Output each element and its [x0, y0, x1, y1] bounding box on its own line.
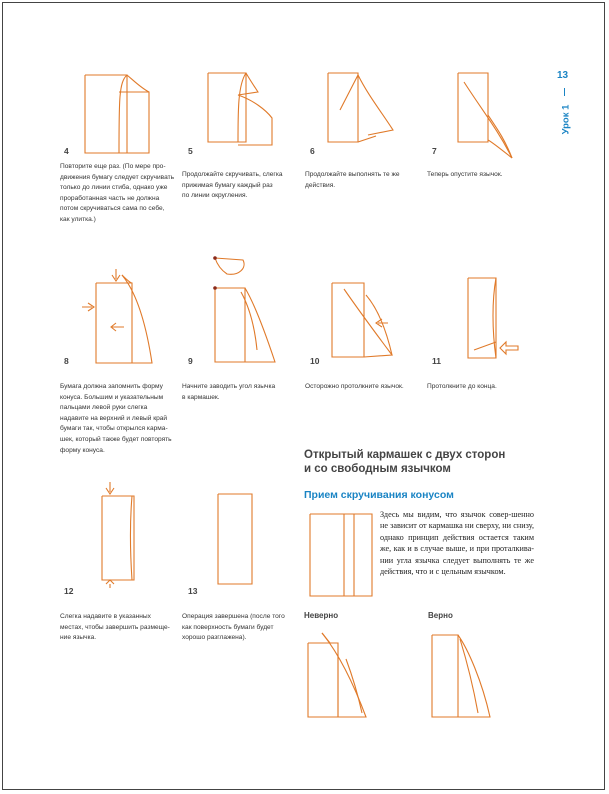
fold-illustration-step-7 — [440, 70, 530, 160]
fold-illustration-step-12 — [92, 480, 152, 590]
step-9-number: 9 — [188, 356, 193, 366]
section-title: Открытый кармашек с двух сторон и со свободным язычком — [304, 449, 506, 475]
wrong-label: Неверно — [304, 611, 339, 620]
step-4-caption: Повторите еще раз. (По мере про- движения бумагу следует скручивать только до линии стиба, однако уже проработанная часть не должна потом скручиваться сама по себе, как улитка.) — [60, 163, 175, 223]
fold-illustration-step-10 — [322, 275, 412, 365]
step-6-caption: Продолжайте выполнять те же действия. — [305, 171, 400, 189]
fold-illustration-step-9 — [205, 250, 295, 365]
correct-fold-illustration — [424, 625, 504, 725]
section-body-text: Здесь мы видим, что язычок совер-шенно не зависит от кармашка ни сверху, ни снизу, однако принцип действия остается таким же, как и в случае выше, и при проталкива-нии угла язычка следует выполнять те же действия, что и с цельным язычком. — [380, 510, 534, 577]
step-13-number: 13 — [188, 586, 198, 596]
fold-illustration-step-6 — [318, 70, 408, 160]
step-7-number: 7 — [432, 146, 437, 156]
wrong-fold-illustration — [300, 625, 380, 725]
step-11-caption: Протолкните до конца. — [427, 383, 497, 390]
lesson-label — [560, 94, 572, 154]
fold-illustration-step-8 — [78, 265, 168, 365]
fold-illustration-step-11 — [452, 270, 532, 365]
step-13-caption: Операция завершена (после того как поверхность бумаги будет хорошо разглажена). — [182, 613, 285, 642]
fold-illustration-step-4 — [75, 70, 165, 160]
step-5-number: 5 — [188, 146, 193, 156]
step-10-caption: Осторожно протолкните язычок. — [305, 383, 404, 390]
open-pocket-illustration — [304, 506, 376, 600]
step-7-caption: Теперь опустите язычок. — [427, 171, 503, 178]
step-6-number: 6 — [310, 146, 315, 156]
fold-illustration-step-5 — [198, 70, 288, 160]
right-label: Верно — [428, 611, 453, 620]
step-12-number: 12 — [64, 586, 74, 596]
step-12-caption: Слегка надавите в указанных местах, чтобы завершить размеще- ние язычка. — [60, 613, 170, 642]
step-8-caption: Бумага должна запомнить форму конуса. Большим и указательным пальцами левой руки слегка надавите на верхний и левый край бумаги так, чтобы открылся карма- шек, который также будет повторять форму конуса. — [60, 383, 172, 454]
step-5-caption: Продолжайте скручивать, слегка прижимая бумагу каждый раз по линии округления. — [182, 171, 283, 200]
step-8-number: 8 — [64, 356, 69, 366]
step-9-caption: Начните заводить угол язычка в кармашек. — [182, 383, 276, 401]
step-4-number: 4 — [64, 146, 69, 156]
fold-illustration-step-13 — [210, 488, 260, 588]
lesson-label-text: Урок 1 — [560, 104, 572, 135]
section-subtitle: Прием скручивания конусом — [304, 489, 454, 501]
page-number: 13 — [557, 70, 569, 81]
step-10-number: 10 — [310, 356, 320, 366]
step-11-number: 11 — [432, 356, 441, 366]
